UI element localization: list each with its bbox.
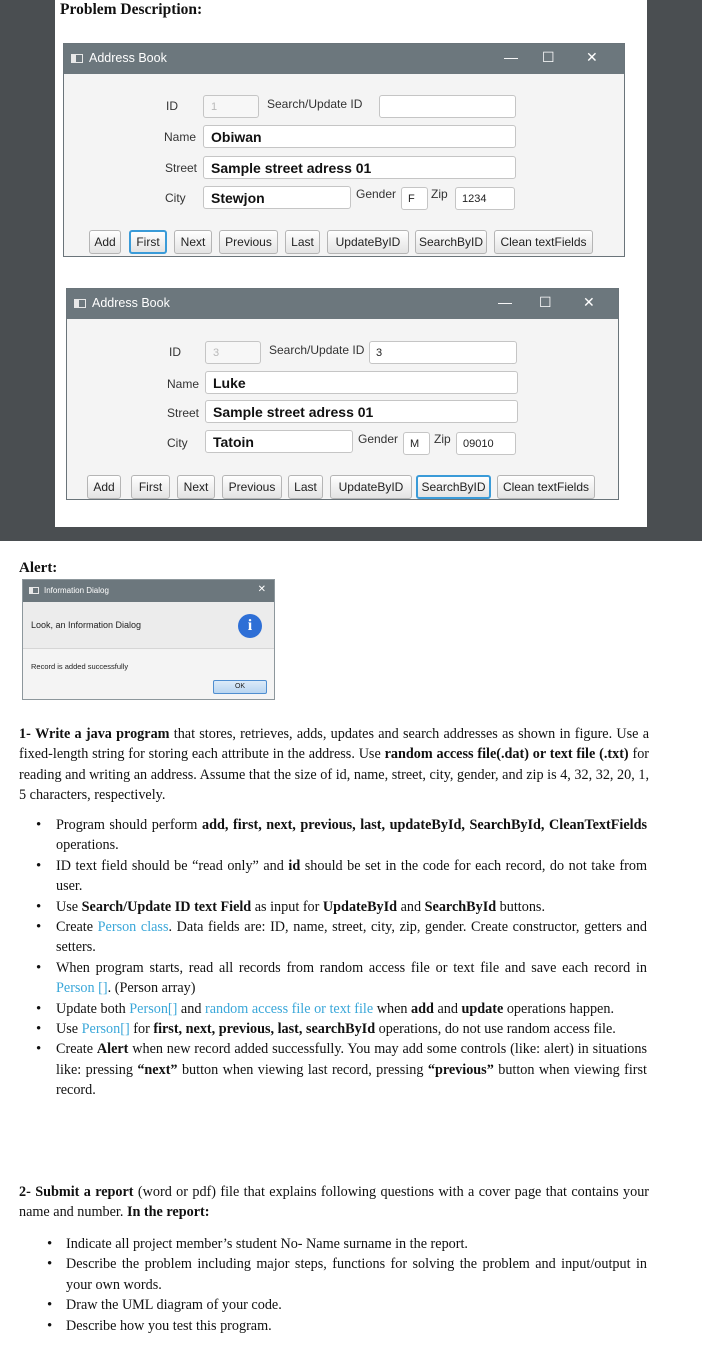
street-label: Street — [167, 406, 200, 420]
app-icon — [71, 54, 83, 63]
task-2-number: 2- — [19, 1184, 31, 1200]
list-item: • Create Alert when new record added successfully. You may add some controls (like: alert) in situations like: pressing “next” button when viewing last record, pressing “previous” button when viewing first record. — [19, 1039, 647, 1100]
name-input[interactable]: Obiwan — [203, 125, 516, 148]
id-field: 1 — [203, 95, 259, 118]
street-label: Street — [165, 161, 198, 175]
city-input[interactable]: Stewjon — [203, 186, 351, 209]
ok-button[interactable]: OK — [213, 680, 267, 694]
list-item: • Draw the UML diagram of your code. — [19, 1295, 647, 1315]
zip-label: Zip — [431, 187, 448, 201]
name-label: Name — [164, 130, 197, 144]
task-1-text-a: that stores, retrieves, adds, updates and search addresses as shown in figure. Use a fixed-length string for storing each attribute in the address. Use — [19, 726, 650, 763]
clean-textfields-button[interactable]: Clean textFields — [494, 230, 593, 254]
information-dialog — [22, 579, 275, 700]
add-button[interactable]: Add — [87, 475, 121, 499]
previous-button[interactable]: Previous — [219, 230, 278, 254]
task-1-file-type: random access file(.dat) or text file (.txt) — [384, 746, 629, 763]
list-item: • Use Person[] for first, next, previous, last, searchById operations, do not use random access file. — [19, 1019, 647, 1039]
list-item: • ID text field should be “read only” and id should be set in the code for each record, do not take from user. — [19, 856, 647, 897]
dialog-header-text: Look, an Information Dialog — [31, 620, 142, 630]
last-button[interactable]: Last — [288, 475, 323, 499]
dialog-title: Information Dialog — [44, 586, 109, 595]
gender-input[interactable]: F — [401, 187, 428, 210]
list-item: • Indicate all project member’s student No- Name surname in the report. — [19, 1234, 647, 1254]
gender-input[interactable]: M — [403, 432, 430, 455]
minimize-icon[interactable]: — — [504, 49, 518, 65]
next-button[interactable]: Next — [174, 230, 212, 254]
task-1-lead: Write a java program — [35, 726, 170, 742]
requirements-list — [19, 815, 647, 1101]
search-update-id-input[interactable] — [379, 95, 516, 118]
search-update-id-input[interactable]: 3 — [369, 341, 517, 364]
task-1-text-b: for reading and writing an address. Assume that the size of id, name, street, city, gender, and zip is 4, 32, 32, 20, 1, 5 characters, respectively. — [19, 746, 650, 804]
dialog-title-bar[interactable] — [23, 580, 274, 602]
task-1-number: 1- — [19, 726, 31, 742]
address-book-window-2 — [66, 288, 619, 500]
city-label: City — [167, 436, 188, 450]
app-icon — [74, 299, 86, 308]
previous-button[interactable]: Previous — [222, 475, 282, 499]
title-bar[interactable] — [67, 289, 618, 319]
dialog-header — [23, 602, 274, 649]
clean-textfields-button[interactable]: Clean textFields — [497, 475, 595, 499]
search-update-id-label: Search/Update ID — [269, 343, 365, 357]
id-label: ID — [166, 99, 178, 113]
zip-label: Zip — [434, 432, 451, 446]
task-2-paragraph — [19, 1182, 649, 1223]
task-2-tail: In the report: — [126, 1204, 210, 1221]
list-item: • Describe how you test this program. — [19, 1316, 647, 1336]
zip-input[interactable]: 09010 — [456, 432, 516, 455]
list-item: • Describe the problem including major steps, functions for solving the problem and input/output in your own words. — [19, 1254, 647, 1295]
search-by-id-button[interactable]: SearchByID — [416, 475, 491, 499]
window-title: Address Book — [92, 296, 170, 310]
update-by-id-button[interactable]: UpdateByID — [330, 475, 412, 499]
last-button[interactable]: Last — [285, 230, 320, 254]
minimize-icon[interactable]: — — [498, 294, 512, 310]
list-item: • Program should perform add, first, next, previous, last, updateById, SearchById, CleanTextFields operations. — [19, 815, 647, 856]
report-list — [19, 1234, 647, 1336]
name-input[interactable]: Luke — [205, 371, 518, 394]
alert-heading: Alert: — [19, 560, 58, 576]
task-2-lead: Submit a report — [35, 1184, 134, 1200]
close-icon[interactable]: ✕ — [586, 49, 598, 65]
id-field: 3 — [205, 341, 261, 364]
problem-heading: Problem Description: — [60, 1, 203, 18]
gender-label: Gender — [356, 187, 397, 201]
name-label: Name — [167, 377, 200, 391]
dialog-content-text: Record is added successfully — [31, 662, 129, 671]
close-icon[interactable]: ✕ — [583, 294, 595, 310]
gender-label: Gender — [358, 432, 399, 446]
list-item: • When program starts, read all records from random access file or text file and save each record in Person []. (Person array) — [19, 958, 647, 999]
dialog-close-icon[interactable]: ✕ — [257, 584, 266, 595]
search-update-id-label: Search/Update ID — [267, 97, 363, 111]
next-button[interactable]: Next — [177, 475, 215, 499]
address-book-window-1 — [63, 43, 625, 257]
add-button[interactable]: Add — [89, 230, 121, 254]
city-label: City — [165, 191, 186, 205]
window-title: Address Book — [89, 51, 167, 65]
street-input[interactable]: Sample street adress 01 — [203, 156, 516, 179]
search-by-id-button[interactable]: SearchByID — [415, 230, 487, 254]
task-1-paragraph — [19, 724, 649, 806]
dialog-app-icon — [29, 587, 39, 594]
list-item: • Update both Person[] and random access file or text file when add and update operations happen. — [19, 999, 647, 1019]
first-button[interactable]: First — [131, 475, 170, 499]
list-item: • Create Person class. Data fields are: ID, name, street, city, zip, gender. Create constructor, getters and setters. — [19, 917, 647, 958]
first-button[interactable]: First — [129, 230, 167, 254]
id-label: ID — [169, 345, 181, 359]
task-2-text: (word or pdf) file that explains following questions with a cover page that contains your name and number. — [19, 1184, 650, 1221]
street-input[interactable]: Sample street adress 01 — [205, 400, 518, 423]
information-icon: i — [238, 614, 262, 638]
update-by-id-button[interactable]: UpdateByID — [327, 230, 409, 254]
maximize-icon[interactable]: ☐ — [542, 49, 555, 65]
list-item: • Use Search/Update ID text Field as input for UpdateById and SearchById buttons. — [19, 897, 647, 917]
zip-input[interactable]: 1234 — [455, 187, 515, 210]
city-input[interactable]: Tatoin — [205, 430, 353, 453]
maximize-icon[interactable]: ☐ — [539, 294, 552, 310]
title-bar[interactable] — [64, 44, 624, 74]
